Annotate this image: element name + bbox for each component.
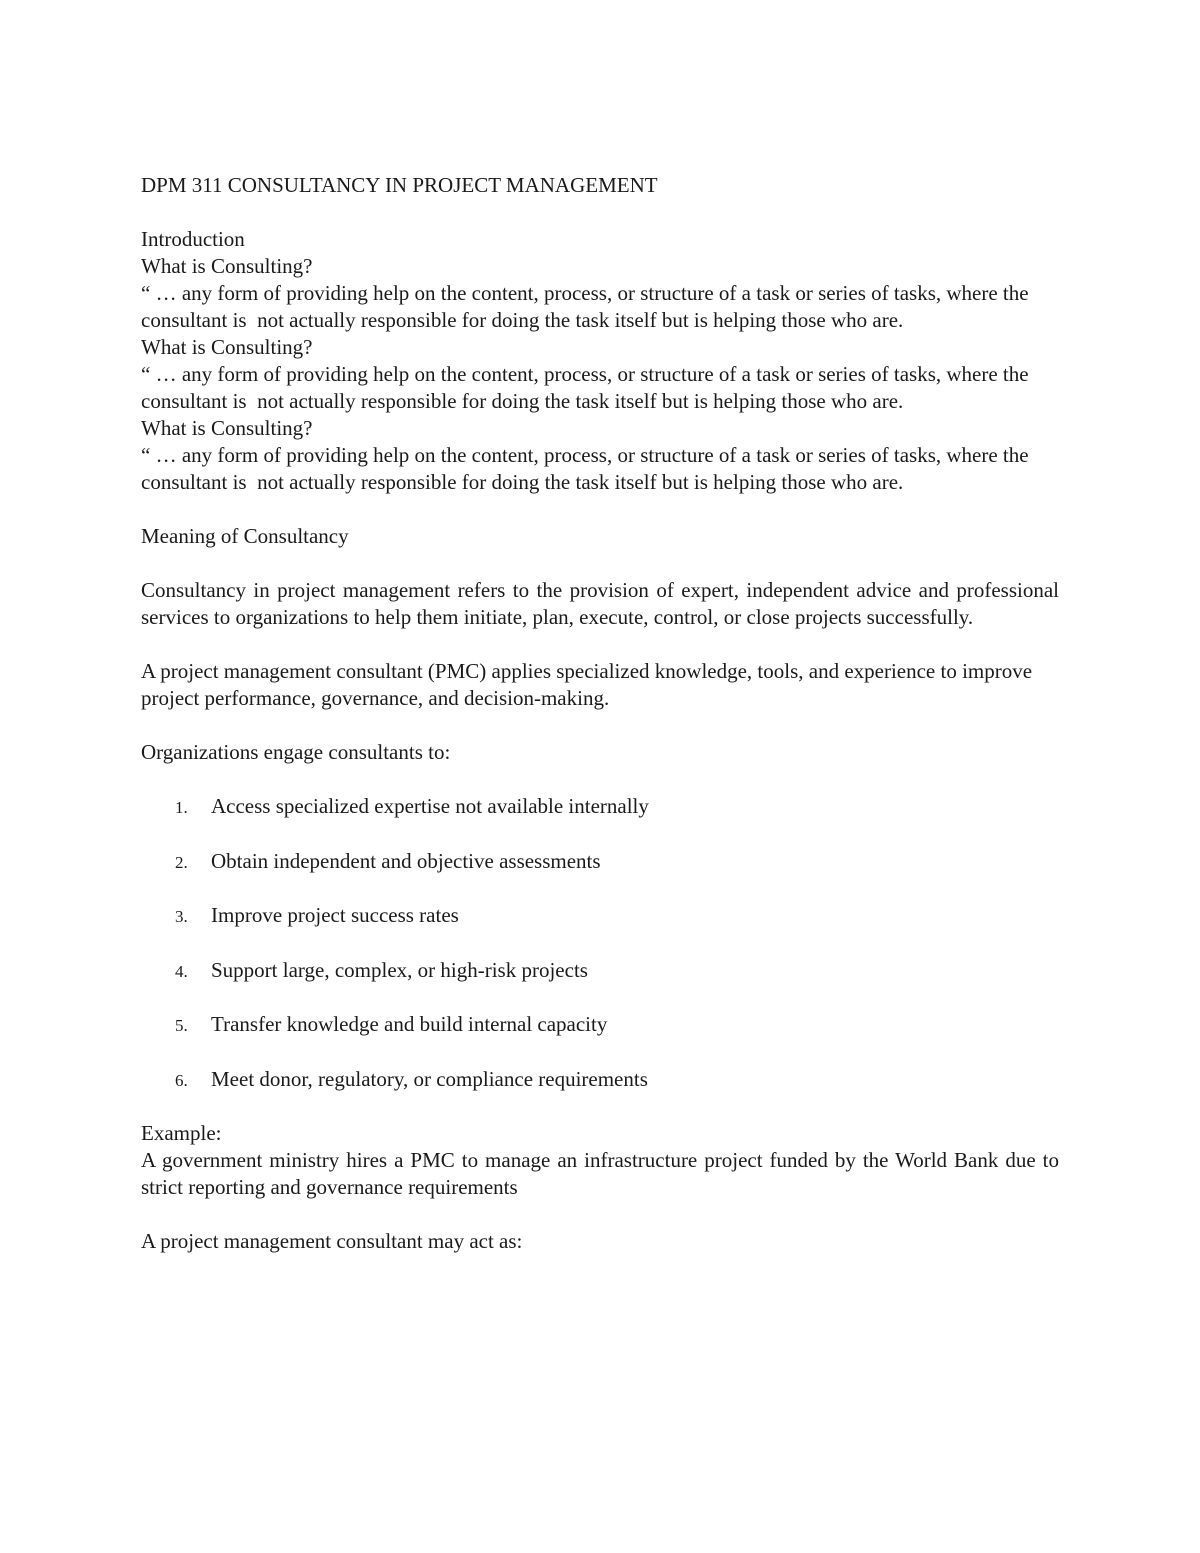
spacer	[141, 496, 1059, 523]
consulting-question: What is Consulting?	[141, 335, 313, 359]
spacer	[141, 712, 1059, 739]
consulting-block	[141, 253, 1059, 334]
list-item	[141, 957, 1059, 984]
list-item-text: Improve project success rates	[211, 903, 459, 927]
example-text: A government ministry hires a PMC to manage an infrastructure project funded by the World Bank due to strict reporting and governance requirements	[141, 1148, 1065, 1199]
meaning-paragraph: Consultancy in project management refers to the provision of expert, independent advice and professional services to organizations to help them initiate, plan, execute, control, or close projects successfully.	[141, 578, 1065, 629]
example-label: Example:	[141, 1121, 222, 1145]
engage-intro: Organizations engage consultants to:	[141, 740, 451, 764]
reasons-list	[141, 793, 1059, 1093]
document-page	[141, 172, 1065, 1255]
list-number: 1.	[175, 798, 188, 817]
spacer	[141, 766, 1059, 793]
list-number: 6.	[175, 1070, 188, 1090]
list-number: 2.	[175, 852, 188, 872]
list-number: 3.	[175, 907, 188, 926]
consulting-question: What is Consulting?	[141, 254, 313, 278]
list-item	[141, 1011, 1059, 1038]
consulting-quote: “ … any form of providing help on the content, process, or structure of a task or series of tasks, where the consultant is not actually responsible for doing the task itself but is helping those who are.	[141, 443, 1034, 494]
spacer	[141, 550, 1059, 577]
consulting-block	[141, 415, 1059, 496]
list-item	[141, 848, 1059, 875]
pmc-paragraph: A project management consultant (PMC) applies specialized knowledge, tools, and experience to improve project performance, governance, and decision-making.	[141, 659, 1038, 710]
list-number: 5.	[175, 1016, 188, 1035]
act-as-intro: A project management consultant may act as:	[141, 1229, 523, 1253]
list-item	[141, 902, 1059, 929]
consulting-quote: “ … any form of providing help on the content, process, or structure of a task or series of tasks, where the consultant is not actually responsible for doing the task itself but is helping those who are.	[141, 362, 1034, 413]
list-item	[141, 1066, 1059, 1093]
list-item-text: Transfer knowledge and build internal capacity	[211, 1012, 608, 1036]
spacer	[141, 1201, 1059, 1228]
consulting-quote: “ … any form of providing help on the content, process, or structure of a task or series of tasks, where the consultant is not actually responsible for doing the task itself but is helping those who are.	[141, 281, 1034, 332]
list-item-text: Meet donor, regulatory, or compliance requirements	[211, 1066, 648, 1091]
list-item-text: Obtain independent and objective assessments	[211, 848, 601, 873]
spacer	[141, 199, 1059, 226]
list-number: 4.	[175, 961, 188, 981]
meaning-heading: Meaning of Consultancy	[141, 524, 349, 548]
list-item-text: Support large, complex, or high-risk projects	[211, 957, 588, 982]
consulting-question: What is Consulting?	[141, 416, 313, 440]
spacer	[141, 631, 1059, 658]
document-title: DPM 311 CONSULTANCY IN PROJECT MANAGEMENT	[141, 173, 658, 197]
list-item	[141, 793, 1059, 820]
list-item-text: Access specialized expertise not available internally	[211, 794, 649, 818]
consulting-block	[141, 334, 1059, 415]
introduction-heading: Introduction	[141, 227, 245, 251]
